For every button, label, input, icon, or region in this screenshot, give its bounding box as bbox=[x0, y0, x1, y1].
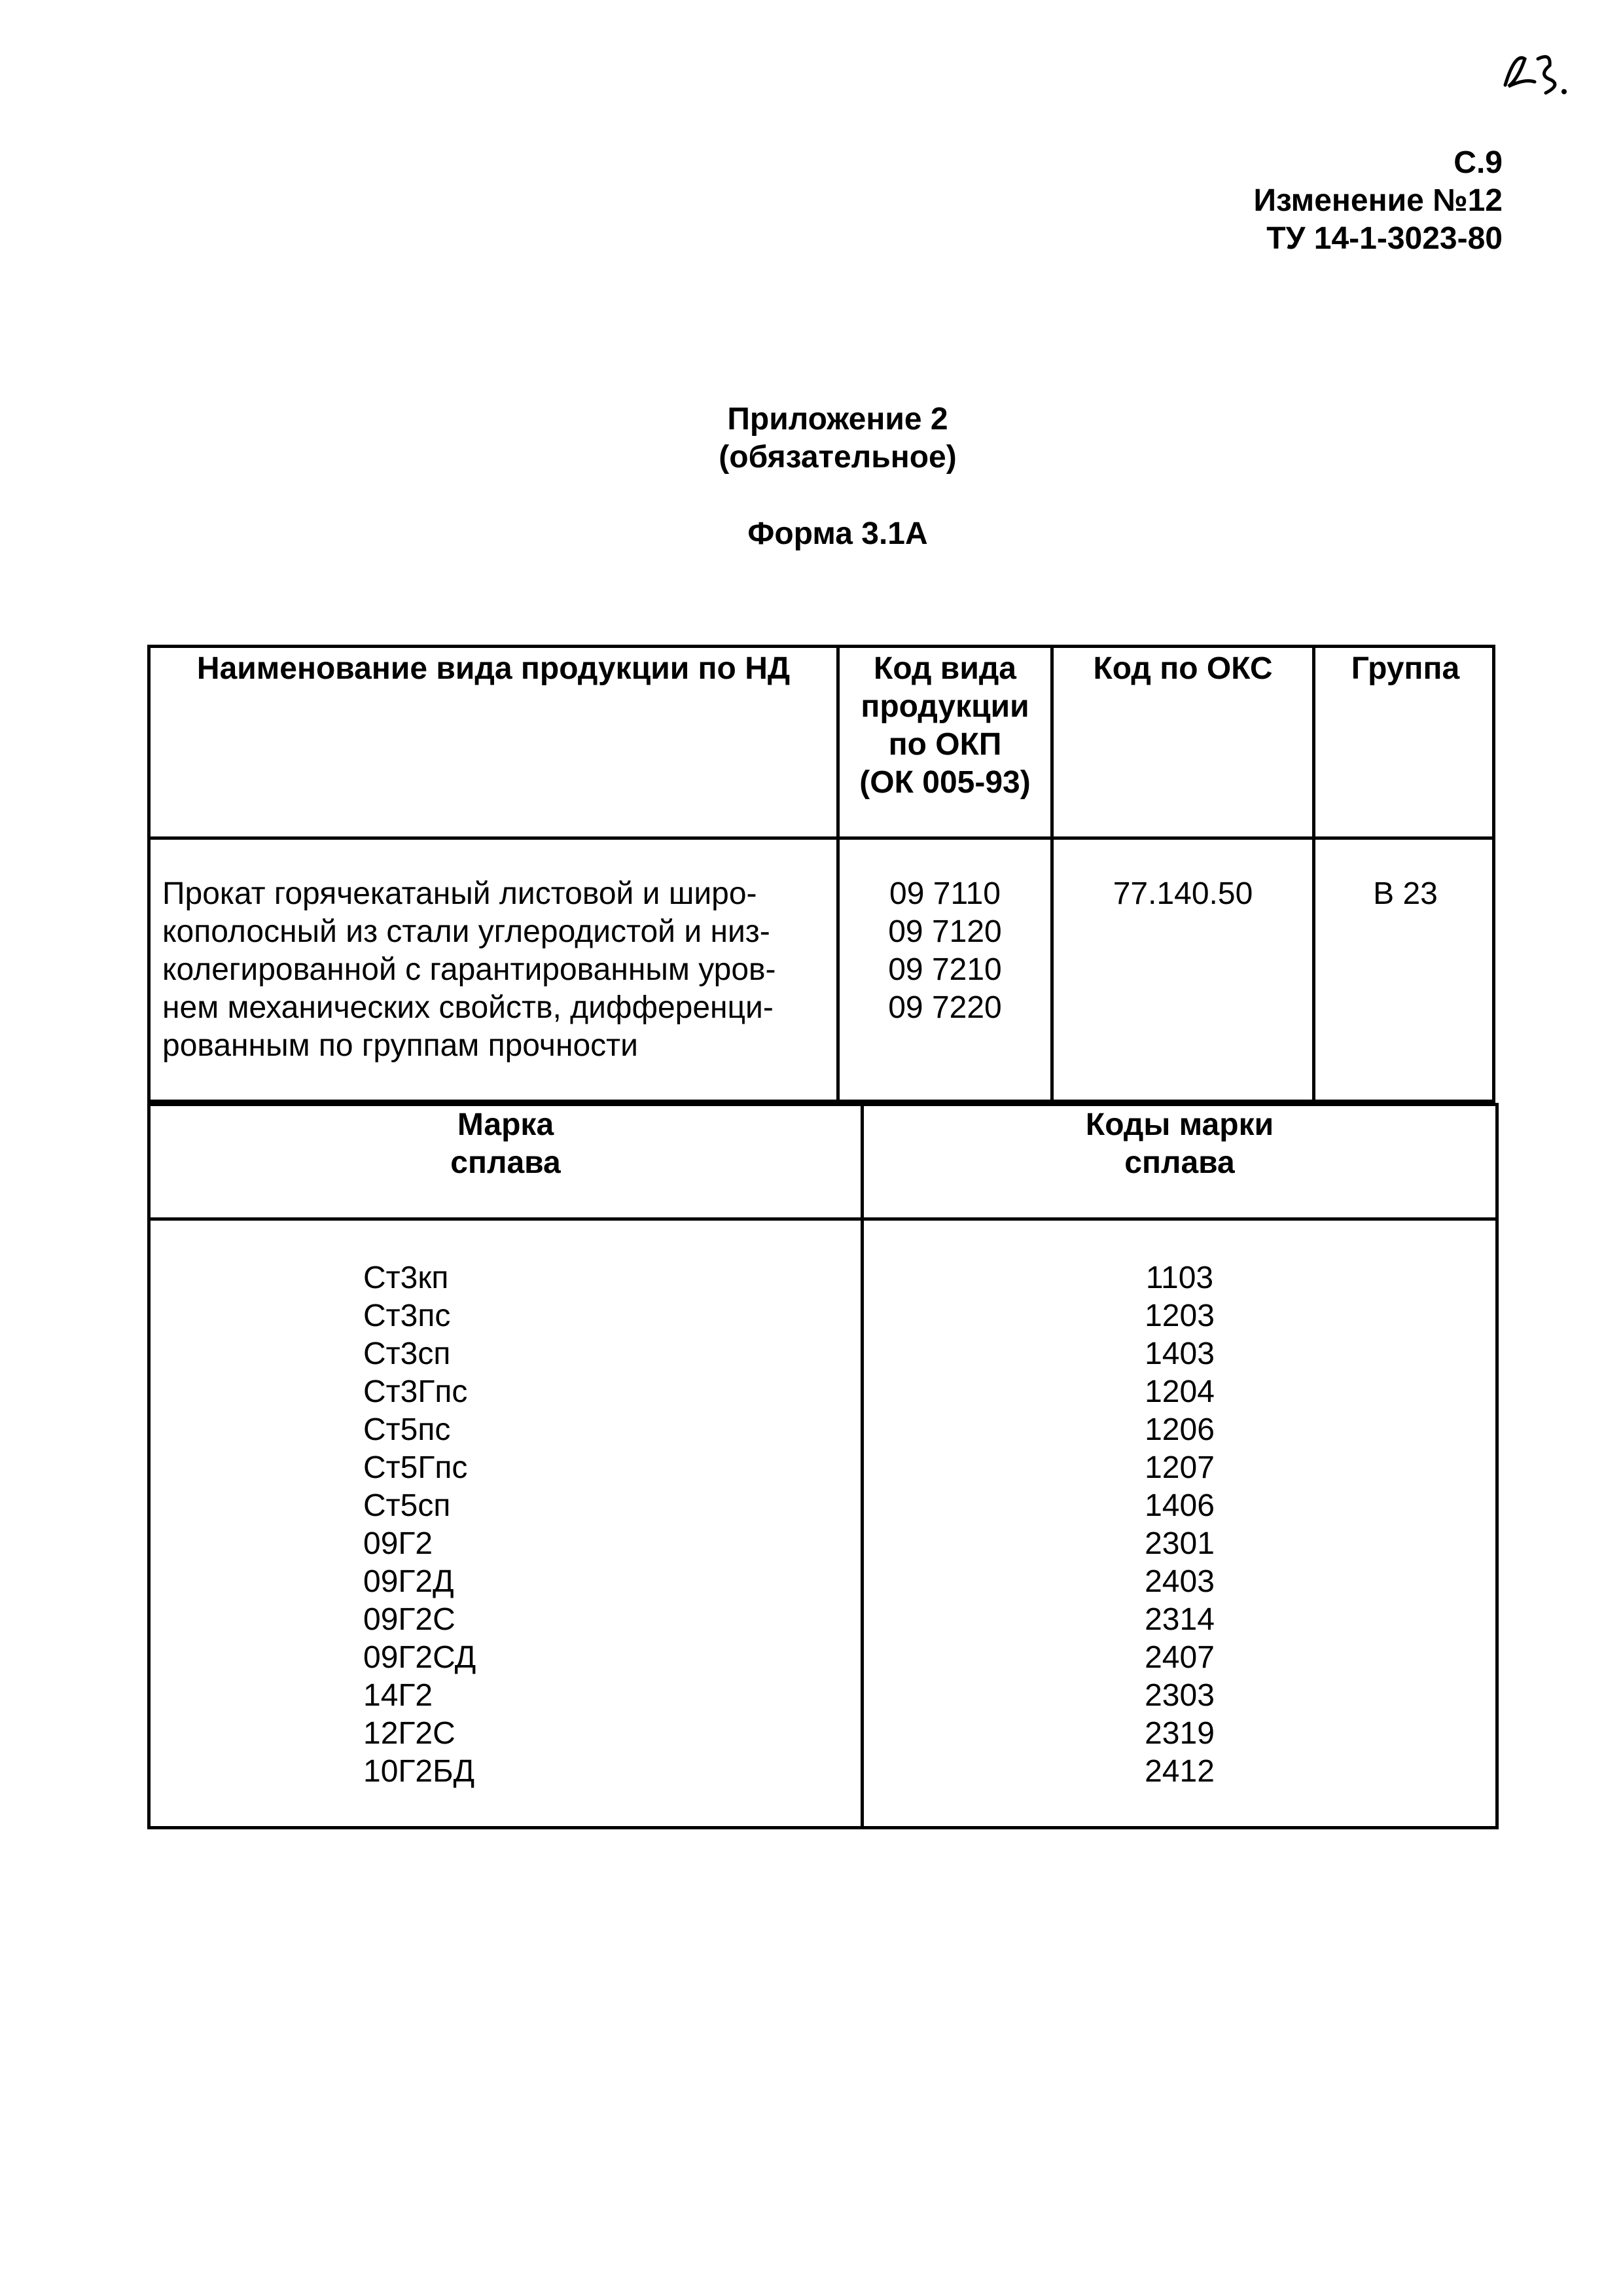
alloy-grade: 09Г2Д bbox=[363, 1564, 454, 1599]
alloy-grade: Ст5сп bbox=[363, 1488, 451, 1523]
alloy-code: 1103 bbox=[1145, 1261, 1214, 1295]
change-number: Изменение №12 bbox=[1253, 183, 1503, 218]
header-group: Группа bbox=[1351, 651, 1460, 686]
group-code: В 23 bbox=[1373, 876, 1438, 911]
header-alloy-grade-codes: Коды марки сплава bbox=[1085, 1107, 1274, 1180]
alloy-grade: Ст5Гпс bbox=[363, 1450, 468, 1485]
alloy-grade-list bbox=[363, 1259, 690, 1791]
alloy-grade: 09Г2С bbox=[363, 1602, 455, 1637]
alloy-grade: Ст3Гпс bbox=[363, 1374, 468, 1409]
okp-code: 09 7120 bbox=[888, 914, 1002, 949]
alloy-code: 2407 bbox=[1145, 1640, 1215, 1675]
header-alloy-grade: Марка сплава bbox=[450, 1107, 561, 1180]
alloy-grade: 09Г2СД bbox=[363, 1640, 476, 1675]
alloy-code: 2314 bbox=[1145, 1602, 1215, 1637]
header-oks-code: Код по ОКС bbox=[1093, 651, 1273, 686]
product-table-col-divider bbox=[1312, 645, 1315, 1103]
form-title: Форма 3.1А bbox=[747, 516, 928, 551]
alloy-code: 1406 bbox=[1145, 1488, 1215, 1523]
alloy-code: 2319 bbox=[1145, 1716, 1215, 1751]
header-product-name: Наименование вида продукции по НД bbox=[196, 651, 791, 686]
alloy-grade: 14Г2 bbox=[363, 1678, 433, 1713]
alloy-code: 1204 bbox=[1145, 1374, 1215, 1409]
product-table-header-divider bbox=[147, 836, 1495, 840]
alloy-code: 1403 bbox=[1145, 1336, 1215, 1371]
okp-code: 09 7220 bbox=[888, 990, 1002, 1025]
alloy-code: 2301 bbox=[1145, 1526, 1215, 1561]
alloy-code: 1203 bbox=[1145, 1299, 1215, 1333]
alloy-grade: Ст3кп bbox=[363, 1261, 449, 1295]
alloy-code: 2412 bbox=[1145, 1754, 1215, 1789]
alloy-code: 1206 bbox=[1145, 1412, 1215, 1447]
alloy-grade: 10Г2БД bbox=[363, 1754, 475, 1789]
okp-code: 09 7210 bbox=[888, 952, 1002, 987]
document-header bbox=[1254, 144, 1503, 258]
okp-code: 09 7110 bbox=[889, 876, 1001, 911]
page-number: С.9 bbox=[1454, 145, 1503, 180]
alloy-code: 2303 bbox=[1145, 1678, 1215, 1713]
alloy-grade: 12Г2С bbox=[363, 1716, 455, 1751]
oks-code: 77.140.50 bbox=[1113, 876, 1253, 911]
handwritten-page-number bbox=[1499, 39, 1571, 98]
alloy-grade: 09Г2 bbox=[363, 1526, 433, 1561]
alloy-grade: Ст3сп bbox=[363, 1336, 451, 1371]
grade-table-header-divider bbox=[147, 1217, 1499, 1221]
okp-code-list bbox=[840, 875, 1050, 1027]
appendix-title: Приложение 2 bbox=[727, 402, 948, 437]
alloy-code: 2403 bbox=[1145, 1564, 1215, 1599]
alloy-grade: Ст3пс bbox=[363, 1299, 451, 1333]
alloy-code-list bbox=[864, 1259, 1495, 1791]
appendix-subtitle: (обязательное) bbox=[719, 440, 957, 475]
product-name: Прокат горячекатаный листовой и широ- кополосный из стали углеродистой и низ- колегированной с гарантированным уров- нем механических свойств, дифференци- рованным по группам прочности bbox=[162, 876, 776, 1063]
appendix-heading bbox=[0, 401, 1623, 476]
spec-number: ТУ 14-1-3023-80 bbox=[1266, 221, 1503, 256]
header-okp-code: Код вида продукции по ОКП (ОК 005-93) bbox=[859, 651, 1031, 800]
alloy-grade: Ст5пс bbox=[363, 1412, 451, 1447]
product-table-col-divider bbox=[1050, 645, 1054, 1103]
alloy-code: 1207 bbox=[1145, 1450, 1215, 1485]
